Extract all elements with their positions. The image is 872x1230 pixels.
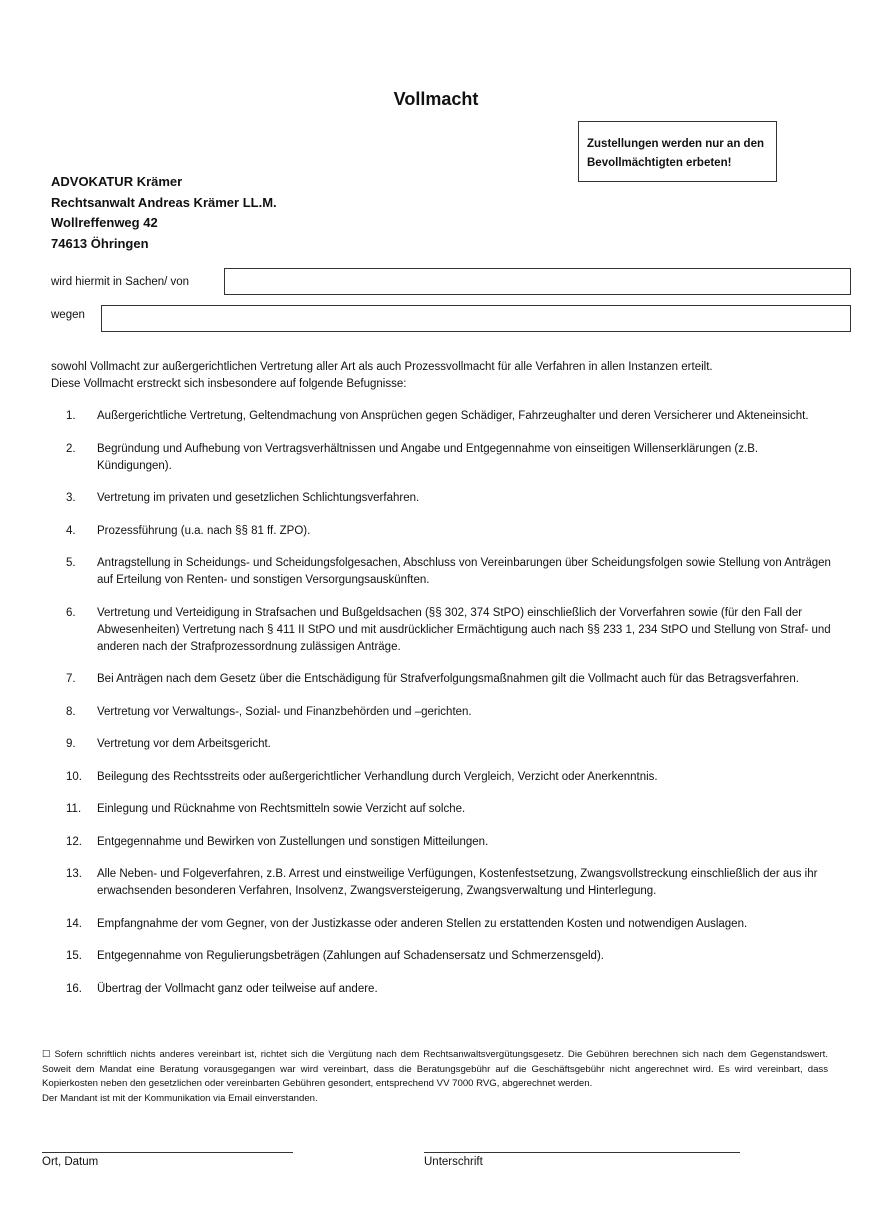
item-text: Entgegennahme und Bewirken von Zustellungen und sonstigen Mitteilungen. [97,835,489,848]
list-item [66,490,836,507]
list-item [66,769,836,786]
item-number: 6. [66,606,76,619]
list-item [66,801,836,818]
fee-text: Sofern schriftlich nichts anderes vereinbart ist, richtet sich die Vergütung nach dem Rechtsanwaltsvergütungsgesetz. Die Gebühren berechnen sich nach dem Gegenstandswert. Soweit dem Mandat eine Beratung vorausgegangen war wird vereinbart, dass die Beratungsgebühr auf die Geschäftsgebühr nicht angerechnet wird. Es wird vereinbart, dass Kopierkosten neben den gesetzlichen oder vereinbarten Gebühren gesondert, entsprechend VV 7000 RVG, abgerechnet werden. [42,1049,828,1089]
item-text: Vertretung vor dem Arbeitsgericht. [97,738,271,750]
item-number: 4. [66,524,76,537]
page-title: Vollmacht [393,89,479,109]
address-line: Wollreffenweg 42 [51,215,158,230]
item-number: 13. [66,868,82,880]
item-number: 15. [66,950,82,962]
item-number: 10. [66,770,82,783]
list-item [66,441,836,475]
item-number: 3. [66,492,76,504]
list-item [66,408,836,425]
list-item [66,948,836,965]
lawyer-address [51,172,277,254]
signature-line-signature [424,1152,740,1153]
item-text: Entgegennahme von Regulierungsbeträgen (Zahlungen auf Schadensersatz und Schmerzensgeld). [97,950,604,962]
list-item [66,834,836,851]
list-item [66,671,836,688]
signature-label: Unterschrift [424,1156,483,1168]
item-text: Vertretung im privaten und gesetzlichen Schlichtungsverfahren. [97,492,420,504]
address-line: 74613 Öhringen [51,235,149,251]
intro-line: sowohl Vollmacht zur außergerichtlichen Vertretung aller Art als auch Prozessvollmacht für alle Verfahren in allen Instanzen erteilt. [51,361,713,373]
address-line: Rechtsanwalt Andreas Krämer LL.M. [51,194,277,210]
item-text: Begründung und Aufhebung von Vertragsverhältnissen und Angabe und Entgegennahme von einseitigen Willenserklärungen (z.B. Kündigungen). [97,442,759,472]
item-number: 11. [66,803,82,815]
item-number: 12. [66,835,82,848]
intro-line: Diese Vollmacht erstreckt sich insbesondere auf folgende Befugnisse: [51,378,407,390]
item-number: 5. [66,557,76,569]
list-item [66,605,836,656]
item-text: Bei Anträgen nach dem Gesetz über die Entschädigung für Strafverfolgungsmaßnahmen gilt die Vollmacht auch für das Betragsverfahren. [97,673,799,685]
item-number: 14. [66,917,82,930]
sachen-field[interactable] [224,268,851,295]
list-item [66,555,836,589]
item-text: Übertrag der Vollmacht ganz oder teilweise auf andere. [97,982,378,995]
list-item [66,704,836,721]
list-item [66,523,836,540]
item-text: Vertretung und Verteidigung in Strafsachen und Bußgeldsachen (§§ 302, 374 StPO) einschließlich der Vorverfahren sowie (für den Fall der Abwesenheiten) Vertretung nach § 411 II StPO und mit ausdrücklicher Ermächtigung auch nach §§ 233 1, 234 StPO und Stellung von Straf- und anderen nach der Strafprozessordnung zulässigen Anträge. [97,606,831,653]
item-number: 2. [66,442,76,455]
place-date-label: Ort, Datum [42,1156,99,1168]
notice-box: Zustellungen werden nur an den Bevollmächtigten erbeten! [578,121,777,182]
list-item [66,866,836,900]
intro-text [51,359,713,393]
item-text: Prozessführung (u.a. nach §§ 81 ff. ZPO). [97,524,311,537]
item-text: Einlegung und Rücknahme von Rechtsmitteln sowie Verzicht auf solche. [97,803,466,815]
item-number: 1. [66,410,76,422]
item-text: Vertretung vor Verwaltungs-, Sozial- und Finanzbehörden und –gerichten. [97,705,472,718]
checkbox[interactable]: ☐ [42,1049,51,1060]
powers-list [66,408,836,1013]
list-item [66,916,836,933]
item-text: Alle Neben- und Folgeverfahren, z.B. Arrest und einstweilige Verfügungen, Kostenfestsetzung, Zwangsvollstreckung einschließlich der aus ihr erwachsenden besonderen Verfahren, Insolvenz, Zwangsversteigerung, Zwangsverwaltung und Hinterlegung. [97,868,818,897]
email-consent: Der Mandant ist mit der Kommunikation via Email einverstanden. [42,1092,318,1104]
signature-line-place-date [42,1152,293,1153]
item-number: 16. [66,982,82,995]
item-text: Außergerichtliche Vertretung, Geltendmachung von Ansprüchen gegen Schädiger, Fahrzeughalter und deren Versicherer und Akteneinsicht. [97,410,809,422]
item-text: Antragstellung in Scheidungs- und Scheidungsfolgesachen, Abschluss von Vereinbarungen über Scheidungsfolgen sowie Stellung von Anträgen auf Erteilung von Renten- und sonstigen Versorgungsauskünften. [97,557,831,586]
fee-clause [42,1048,828,1106]
address-line: ADVOKATUR Krämer [51,174,183,189]
item-number: 8. [66,705,76,718]
list-item [66,736,836,753]
item-number: 7. [66,673,76,685]
wegen-label: wegen [51,309,85,321]
list-item [66,981,836,998]
item-text: Empfangnahme der vom Gegner, von der Justizkasse oder anderen Stellen zu erstattenden Kosten und notwendigen Auslagen. [97,917,748,930]
item-number: 9. [66,738,76,750]
wegen-field[interactable] [101,305,851,332]
item-text: Beilegung des Rechtsstreits oder außergerichtlicher Verhandlung durch Vergleich, Verzicht oder Anerkenntnis. [97,770,658,783]
sachen-label: wird hiermit in Sachen/ von [51,276,190,288]
